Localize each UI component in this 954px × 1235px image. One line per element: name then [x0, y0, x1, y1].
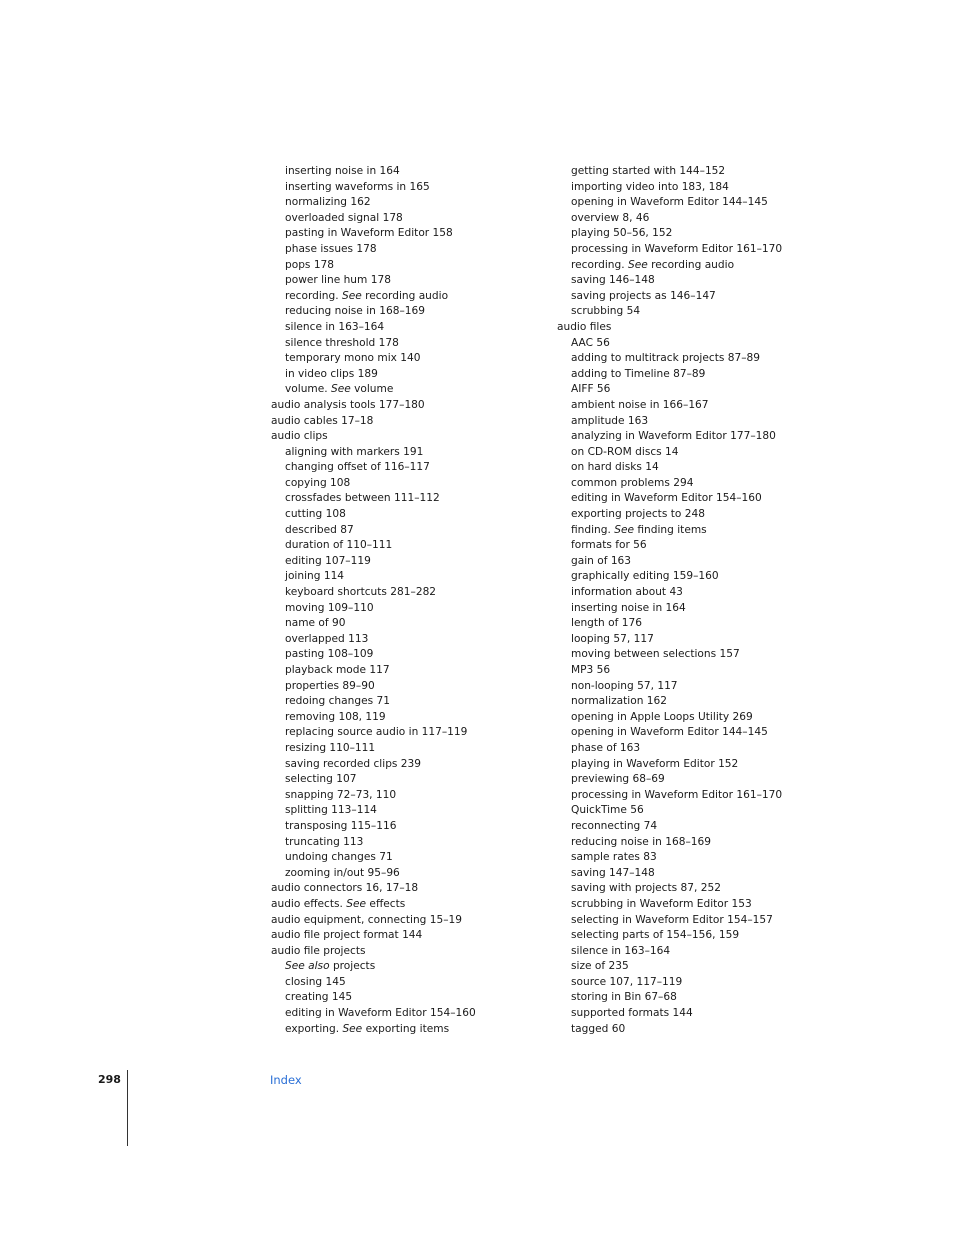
index-subentry	[557, 788, 782, 804]
entry-text: exporting.	[285, 1022, 343, 1035]
entry-text: reducing noise in 168–169	[571, 835, 711, 848]
entry-text: silence in 163–164	[285, 320, 385, 333]
see-reference: See	[341, 289, 362, 302]
entry-text: moving between selections 157	[571, 648, 740, 661]
see-reference: See	[330, 383, 351, 396]
index-entry	[271, 398, 476, 414]
entry-text: scrubbing in Waveform Editor 153	[571, 897, 752, 910]
entry-text: reconnecting 74	[571, 819, 658, 832]
entry-text: pasting 108–109	[285, 648, 374, 661]
index-subentry	[557, 382, 782, 398]
index-subentry	[271, 741, 476, 757]
index-subentry	[271, 975, 476, 991]
index-subentry	[557, 647, 782, 663]
index-subentry	[271, 616, 476, 632]
index-entry	[557, 320, 782, 336]
index-subentry	[271, 164, 476, 180]
index-subentry	[271, 491, 476, 507]
index-subentry	[271, 507, 476, 523]
entry-text: opening in Apple Loops Utility 269	[571, 710, 753, 723]
entry-text: size of 235	[571, 960, 629, 973]
index-subentry	[271, 663, 476, 679]
entry-text: scrubbing 54	[571, 305, 641, 318]
index-subentry	[557, 725, 782, 741]
index-entry	[271, 944, 476, 960]
entry-text: analyzing in Waveform Editor 177–180	[571, 430, 776, 443]
entry-text: changing offset of 116–117	[285, 461, 430, 474]
index-subentry	[271, 382, 476, 398]
index-entry	[271, 928, 476, 944]
entry-text: audio equipment, connecting 15–19	[271, 913, 463, 926]
entry-text: selecting parts of 154–156, 159	[571, 929, 740, 942]
entry-text: selecting 107	[285, 773, 357, 786]
index-subentry	[557, 632, 782, 648]
entry-text: storing in Bin 67–68	[571, 991, 677, 1004]
index-entry	[271, 913, 476, 929]
entry-text: adding to multitrack projects 87–89	[571, 352, 761, 365]
index-subentry	[557, 523, 782, 539]
index-subentry	[557, 694, 782, 710]
entry-text: graphically editing 159–160	[571, 570, 719, 583]
index-subentry	[271, 772, 476, 788]
index-subentry	[557, 990, 782, 1006]
index-subentry	[557, 164, 782, 180]
index-subentry	[557, 491, 782, 507]
entry-text: silence threshold 178	[285, 336, 399, 349]
index-subentry	[557, 273, 782, 289]
entry-text: reducing noise in 168–169	[285, 305, 425, 318]
index-subentry	[557, 710, 782, 726]
entry-text: normalizing 162	[285, 196, 371, 209]
index-subentry	[271, 289, 476, 305]
reference-target: effects	[366, 897, 406, 910]
entry-text: exporting projects to 248	[571, 508, 705, 521]
index-subentry	[271, 460, 476, 476]
index-subentry	[271, 569, 476, 585]
page-number: 298	[98, 1073, 121, 1086]
entry-text: undoing changes 71	[285, 851, 393, 864]
see-reference: See also	[285, 960, 330, 973]
entry-text: copying 108	[285, 476, 351, 489]
index-column-left	[271, 164, 476, 1037]
entry-text: creating 145	[285, 991, 353, 1004]
entry-text: pops 178	[285, 258, 335, 271]
entry-text: audio effects.	[271, 897, 347, 910]
entry-text: cutting 108	[285, 508, 346, 521]
see-reference: See	[627, 258, 648, 271]
entry-text: amplitude 163	[571, 414, 649, 427]
index-subentry	[271, 757, 476, 773]
index-subentry	[271, 850, 476, 866]
index-subentry	[271, 647, 476, 663]
entry-text: recording.	[285, 289, 342, 302]
entry-text: overview 8, 46	[571, 211, 650, 224]
entry-text: name of 90	[285, 617, 346, 630]
reference-target: recording audio	[361, 289, 449, 302]
entry-text: truncating 113	[285, 835, 364, 848]
entry-text: audio analysis tools 177–180	[271, 398, 425, 411]
entry-text: phase issues 178	[285, 242, 377, 255]
index-subentry	[271, 445, 476, 461]
entry-text: editing 107–119	[285, 554, 371, 567]
entry-text: keyboard shortcuts 281–282	[285, 586, 437, 599]
index-subentry	[557, 445, 782, 461]
entry-text: recording.	[571, 258, 628, 271]
index-subentry	[271, 304, 476, 320]
index-subentry	[271, 242, 476, 258]
entry-text: getting started with 144–152	[571, 165, 726, 177]
index-subentry	[557, 538, 782, 554]
index-subentry	[271, 866, 476, 882]
index-subentry	[271, 258, 476, 274]
index-subentry	[271, 351, 476, 367]
index-subentry	[271, 273, 476, 289]
index-subentry	[557, 601, 782, 617]
entry-text: saving with projects 87, 252	[571, 882, 721, 895]
entry-text: saving recorded clips 239	[285, 757, 422, 770]
index-subentry	[557, 195, 782, 211]
index-subentry	[271, 226, 476, 242]
reference-target: finding items	[634, 523, 707, 536]
index-subentry	[557, 663, 782, 679]
index-subentry	[557, 959, 782, 975]
entry-text: audio file project format 144	[271, 929, 423, 942]
see-reference: See	[614, 523, 634, 536]
entry-text: playing 50–56, 152	[571, 227, 673, 240]
index-subentry	[271, 320, 476, 336]
entry-text: overloaded signal 178	[285, 211, 403, 224]
entry-text: saving projects as 146–147	[571, 289, 716, 302]
entry-text: saving 147–148	[571, 866, 655, 879]
entry-text: audio files	[557, 320, 612, 333]
index-subentry	[557, 944, 782, 960]
index-subentry	[271, 710, 476, 726]
entry-text: audio cables 17–18	[271, 414, 374, 427]
index-subentry	[557, 226, 782, 242]
reference-target: exporting items	[362, 1022, 450, 1035]
entry-text: processing in Waveform Editor 161–170	[571, 788, 783, 801]
entry-text: silence in 163–164	[571, 944, 671, 957]
index-subentry	[271, 959, 476, 975]
entry-text: inserting noise in 164	[571, 601, 686, 614]
index-subentry	[271, 336, 476, 352]
index-subentry	[271, 819, 476, 835]
entry-text: resizing 110–111	[285, 741, 376, 754]
entry-text: finding.	[571, 523, 615, 536]
index-column-right	[557, 164, 782, 1037]
entry-text: inserting waveforms in 165	[285, 180, 430, 193]
entry-text: temporary mono mix 140	[285, 352, 421, 365]
index-subentry	[557, 351, 782, 367]
entry-text: audio connectors 16, 17–18	[271, 882, 419, 895]
entry-text: power line hum 178	[285, 274, 391, 287]
index-subentry	[557, 1006, 782, 1022]
index-subentry	[557, 913, 782, 929]
entry-text: normalization 162	[571, 695, 667, 708]
entry-text: processing in Waveform Editor 161–170	[571, 242, 783, 255]
entry-text: length of 176	[571, 617, 642, 630]
index-entry	[271, 897, 476, 913]
entry-text: joining 114	[285, 570, 345, 583]
entry-text: moving 109–110	[285, 601, 374, 614]
index-subentry	[271, 835, 476, 851]
entry-text: information about 43	[571, 586, 683, 599]
entry-text: opening in Waveform Editor 144–145	[571, 196, 768, 209]
entry-text: opening in Waveform Editor 144–145	[571, 726, 768, 739]
entry-text: in video clips 189	[285, 367, 378, 380]
entry-text: snapping 72–73, 110	[285, 788, 397, 801]
entry-text: gain of 163	[571, 554, 632, 567]
entry-text: closing 145	[285, 975, 346, 988]
index-subentry	[557, 180, 782, 196]
index-subentry	[271, 694, 476, 710]
reference-target: recording audio	[647, 258, 735, 271]
index-subentry	[557, 881, 782, 897]
index-subentry	[557, 289, 782, 305]
index-subentry	[271, 788, 476, 804]
index-subentry	[557, 476, 782, 492]
entry-text: playback mode 117	[285, 664, 390, 676]
index-subentry	[557, 242, 782, 258]
see-reference: See	[342, 1022, 363, 1035]
entry-text: zooming in/out 95–96	[285, 866, 400, 879]
index-subentry	[557, 819, 782, 835]
entry-text: phase of 163	[571, 741, 641, 754]
entry-text: ambient noise in 166–167	[571, 398, 709, 411]
index-subentry	[271, 538, 476, 554]
index-entry	[271, 881, 476, 897]
entry-text: adding to Timeline 87–89	[571, 367, 706, 380]
entry-text: redoing changes 71	[285, 695, 390, 708]
footer-divider	[127, 1070, 128, 1146]
entry-text: AIFF 56	[571, 383, 611, 396]
entry-text: saving 146–148	[571, 274, 655, 287]
index-subentry	[271, 476, 476, 492]
index-subentry	[271, 632, 476, 648]
entry-text: MP3 56	[571, 664, 611, 676]
index-subentry	[271, 803, 476, 819]
index-subentry	[557, 928, 782, 944]
index-subentry	[557, 429, 782, 445]
index-subentry	[271, 1022, 476, 1038]
entry-text: editing in Waveform Editor 154–160	[285, 1007, 476, 1020]
entry-text: formats for 56	[571, 539, 647, 552]
index-subentry	[557, 616, 782, 632]
index-subentry	[271, 990, 476, 1006]
entry-text: on hard disks 14	[571, 461, 659, 474]
index-subentry	[557, 679, 782, 695]
index-subentry	[557, 585, 782, 601]
entry-text: previewing 68–69	[571, 773, 665, 786]
entry-text: audio clips	[271, 430, 328, 443]
index-subentry	[557, 757, 782, 773]
index-subentry	[271, 601, 476, 617]
index-subentry	[557, 211, 782, 227]
index-entry	[271, 414, 476, 430]
index-subentry	[271, 725, 476, 741]
entry-text: replacing source audio in 117–119	[285, 726, 468, 739]
entry-text: AAC 56	[571, 336, 610, 349]
index-subentry	[557, 772, 782, 788]
index-entry	[271, 429, 476, 445]
index-subentry	[557, 414, 782, 430]
entry-text: volume.	[285, 383, 331, 396]
entry-text: duration of 110–111	[285, 539, 393, 552]
index-subentry	[271, 585, 476, 601]
entry-text: looping 57, 117	[571, 632, 654, 645]
index-subentry	[557, 367, 782, 383]
index-subentry	[271, 1006, 476, 1022]
index-subentry	[557, 336, 782, 352]
entry-text: tagged 60	[571, 1022, 626, 1035]
entry-text: source 107, 117–119	[571, 975, 683, 988]
index-subentry	[557, 569, 782, 585]
entry-text: supported formats 144	[571, 1007, 693, 1020]
entry-text: on CD-ROM discs 14	[571, 445, 679, 458]
entry-text: described 87	[285, 523, 354, 536]
see-reference: See	[346, 897, 367, 910]
index-subentry	[557, 850, 782, 866]
entry-text: non-looping 57, 117	[571, 679, 678, 692]
entry-text: editing in Waveform Editor 154–160	[571, 492, 762, 505]
index-subentry	[557, 897, 782, 913]
index-subentry	[271, 211, 476, 227]
entry-text: playing in Waveform Editor 152	[571, 757, 739, 770]
index-subentry	[271, 195, 476, 211]
entry-text: properties 89–90	[285, 679, 375, 692]
entry-text: removing 108, 119	[285, 710, 386, 723]
entry-text: selecting in Waveform Editor 154–157	[571, 913, 773, 926]
entry-text: aligning with markers 191	[285, 445, 424, 458]
index-subentry	[557, 398, 782, 414]
reference-target: projects	[329, 960, 376, 973]
index-subentry	[557, 1022, 782, 1038]
index-subentry	[271, 367, 476, 383]
index-subentry	[271, 180, 476, 196]
entry-text: overlapped 113	[285, 632, 369, 645]
index-subentry	[557, 460, 782, 476]
entry-text: importing video into 183, 184	[571, 180, 729, 193]
index-subentry	[557, 803, 782, 819]
reference-target: volume	[350, 383, 394, 396]
index-subentry	[557, 554, 782, 570]
index-subentry	[557, 866, 782, 882]
entry-text: audio file projects	[271, 944, 366, 957]
entry-text: splitting 113–114	[285, 804, 377, 817]
entry-text: sample rates 83	[571, 851, 657, 864]
index-subentry	[557, 304, 782, 320]
entry-text: crossfades between 111–112	[285, 492, 440, 505]
index-subentry	[271, 554, 476, 570]
index-subentry	[557, 258, 782, 274]
index-subentry	[271, 679, 476, 695]
entry-text: common problems 294	[571, 476, 694, 489]
index-subentry	[557, 741, 782, 757]
index-subentry	[557, 507, 782, 523]
index-subentry	[271, 523, 476, 539]
entry-text: inserting noise in 164	[285, 165, 400, 177]
index-subentry	[557, 835, 782, 851]
index-subentry	[557, 975, 782, 991]
entry-text: transposing 115–116	[285, 819, 397, 832]
entry-text: QuickTime 56	[571, 804, 644, 817]
section-label: Index	[270, 1073, 302, 1087]
entry-text: pasting in Waveform Editor 158	[285, 227, 453, 240]
